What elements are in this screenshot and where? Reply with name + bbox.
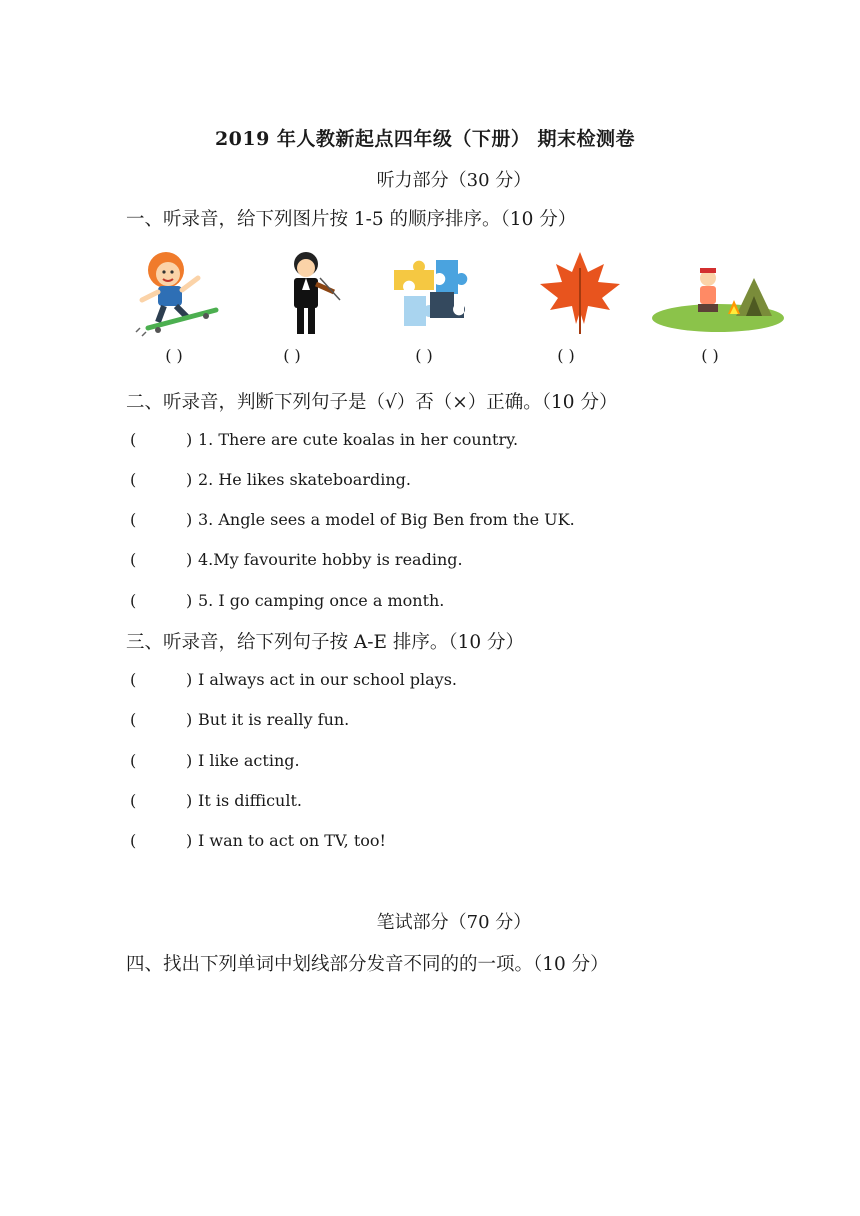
answer-blank[interactable]: ( [130, 710, 137, 729]
answer-blank[interactable]: ( [130, 791, 137, 810]
picture-answer-blank-2[interactable]: ( ) [283, 346, 301, 365]
answer-blank[interactable]: ( [130, 670, 137, 689]
listening-part-heading: 听力部分（30 分） [376, 170, 532, 191]
answer-blank[interactable]: ( [130, 470, 137, 489]
violin-player-icon [262, 248, 362, 338]
exam-title: 2019 年人教新起点四年级（下册） 期末检测卷 [214, 128, 636, 150]
picture-answer-blank-4[interactable]: ( ) [557, 346, 575, 365]
skateboarding-boy-icon [128, 248, 228, 338]
list-item: ( ) I wan to act on TV, too! [130, 831, 386, 850]
section4-heading: 四、找出下列单词中划线部分发音不同的的一项。（10 分） [126, 954, 609, 975]
camping-boy-icon [650, 248, 786, 338]
writing-part-heading: 笔试部分（70 分） [376, 912, 532, 933]
list-item: ( ) 3. Angle sees a model of Big Ben from the UK. [130, 510, 575, 529]
answer-blank[interactable]: ( [130, 430, 137, 449]
list-item: ( ) I always act in our school plays. [130, 670, 458, 689]
picture-answer-blank-3[interactable]: ( ) [415, 346, 433, 365]
picture-answer-blank-1[interactable]: ( ) [165, 346, 183, 365]
answer-blank[interactable]: ( [130, 751, 137, 770]
list-item: ( ) 1. There are cute koalas in her country. [130, 430, 519, 449]
answer-blank[interactable]: ( [130, 831, 137, 850]
list-item: ( ) I like acting. [130, 751, 300, 770]
section1-heading: 一、听录音，给下列图片按 1-5 的顺序排序。（10 分） [126, 209, 577, 230]
list-item: ( ) 5. I go camping once a month. [130, 591, 445, 610]
answer-blank[interactable]: ( [130, 510, 137, 529]
picture-answer-blank-5[interactable]: ( ) [701, 346, 719, 365]
list-item: ( ) 4.My favourite hobby is reading. [130, 550, 463, 569]
jigsaw-puzzle-icon [384, 248, 484, 338]
list-item: ( ) 2. He likes skateboarding. [130, 470, 411, 489]
list-item: ( ) It is difficult. [130, 791, 302, 810]
answer-blank[interactable]: ( [130, 591, 137, 610]
section3-heading: 三、听录音，给下列句子按 A-E 排序。（10 分） [126, 632, 525, 653]
section2-heading: 二、听录音，判断下列句子是（√）否（×）正确。（10 分） [126, 392, 618, 413]
maple-leaf-icon [530, 248, 630, 338]
answer-blank[interactable]: ( [130, 550, 137, 569]
list-item: ( ) But it is really fun. [130, 710, 350, 729]
